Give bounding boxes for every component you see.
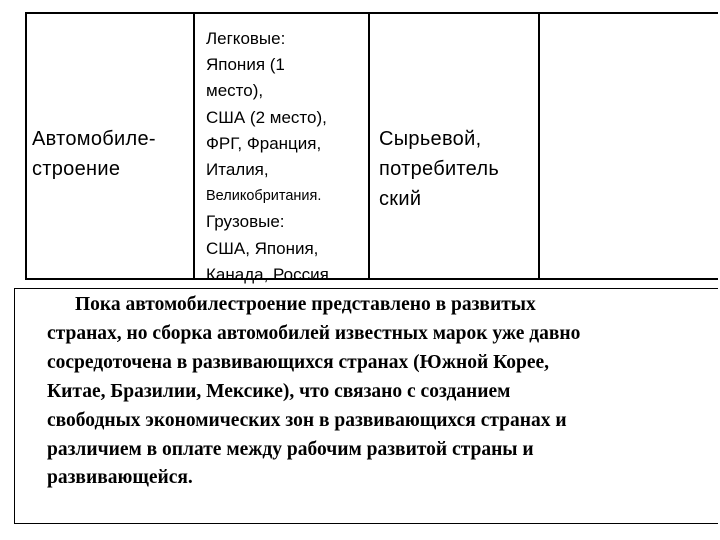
column-divider-3 — [538, 14, 540, 278]
industry-cell — [32, 124, 156, 184]
industry-line: Автомобиле- — [32, 128, 156, 150]
country-line: Грузовые: — [206, 212, 285, 232]
industry-line: строение — [32, 158, 121, 180]
paragraph-line: Пока автомобилестроение представлено в развитых — [75, 294, 536, 315]
paragraph-line: странах, но сборка автомобилей известных марок уже давно — [47, 322, 581, 344]
country-line: место), — [206, 81, 264, 101]
consumption-type-cell — [379, 124, 499, 214]
paragraph-line: сосредоточена в развивающихся странах (Южной Корее, — [47, 351, 550, 373]
paragraph-line: свободных экономических зон в развивающихся странах и — [47, 409, 567, 431]
countries-cell — [206, 26, 366, 288]
paragraph-line: различием в оплате между рабочим развитой страны и — [47, 438, 534, 460]
text-box — [14, 288, 718, 524]
empty-cell — [542, 14, 712, 278]
consumption-type-line: ский — [379, 188, 422, 210]
country-line: Япония (1 — [206, 55, 285, 75]
country-line: Италия, — [206, 160, 269, 180]
column-divider-2 — [368, 14, 370, 278]
country-line: США (2 место), — [206, 107, 327, 127]
consumption-type-line: Сырьевой, — [379, 128, 482, 150]
country-line: Канада, Россия — [206, 264, 329, 284]
column-divider-1 — [193, 14, 195, 278]
industry-table — [25, 12, 718, 284]
country-line: ФРГ, Франция, — [206, 133, 322, 153]
country-line: Легковые: — [206, 29, 286, 48]
paragraph-line: Китае, Бразилии, Мексике), что связано с созданием — [47, 380, 511, 402]
consumption-type-line: потребитель — [379, 158, 500, 180]
country-line: Великобритания. — [206, 188, 322, 205]
paragraph-line: развивающейся. — [47, 467, 193, 489]
country-line: США, Япония, — [206, 238, 319, 258]
paragraph — [47, 291, 717, 493]
